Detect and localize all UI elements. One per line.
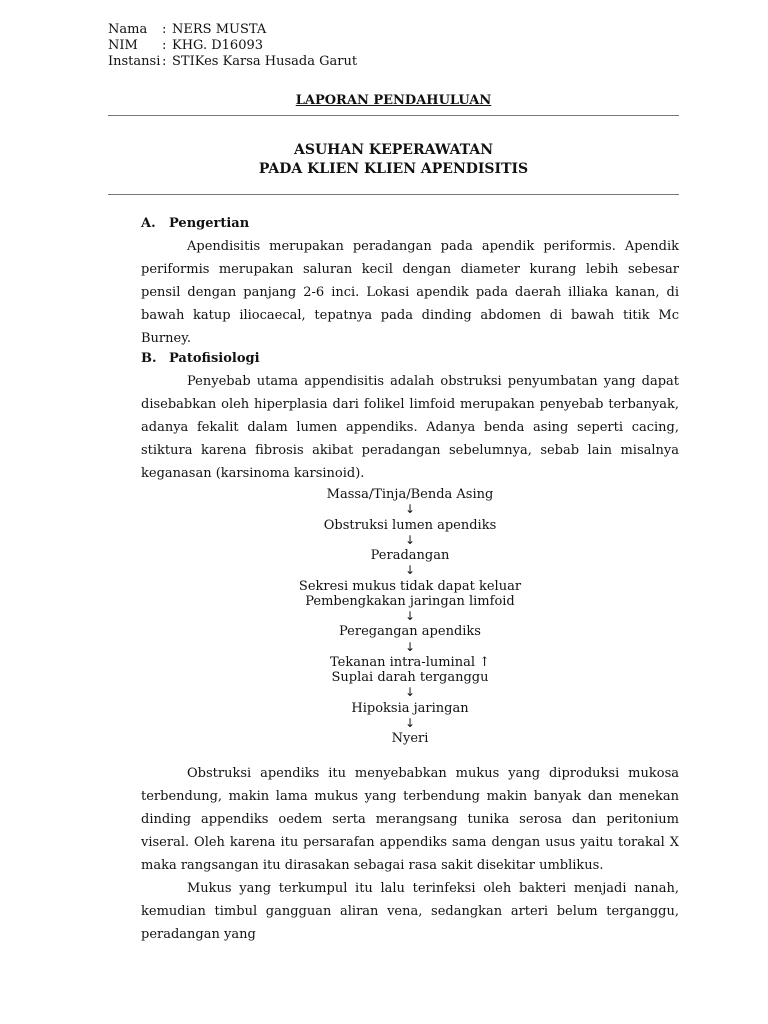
paragraph-mucus: Mukus yang terkumpul itu lalu terinfeksi oleh bakteri menjadi nanah, kemudian timbul gangguan aliran vena, sedangkan arteri belum terganggu, peradangan yang [141,881,679,942]
down-arrow-icon: ↓ [404,563,416,578]
flow-step: Obstruksi lumen apendiks [323,517,497,533]
flow-step: Nyeri [391,731,429,746]
report-type-title: LAPORAN PENDAHULUAN [295,93,492,108]
header-separator: : [162,22,167,37]
header-row-name [108,22,357,38]
header-value: KHG. D16093 [172,38,264,53]
divider-line [108,115,679,116]
header-row-nim [108,38,357,54]
paragraph-pengertian: Apendisitis merupakan peradangan pada apendik periformis. Apendik periformis merupakan saluran kecil dengan diameter kurang lebih sebesar pensil dengan panjang 2-6 inci. Lokasi apendik pada daerah illiaka kanan, di bawah katup iliocaecal, tepatnya pada dinding abdomen di bawah titik Mc Burney. [141,239,679,346]
down-arrow-icon: ↓ [404,685,416,700]
down-arrow-icon: ↓ [404,532,416,547]
section-heading-text: Patofisiologi [169,351,260,366]
header-label: NIM [108,38,138,53]
flow-step: Tekanan intra-luminal ↑ [329,654,491,670]
header-value: NERS MUSTA [172,22,267,37]
header-separator: : [162,54,167,69]
document-title-line: PADA KLIEN KLIEN APENDISITIS [258,161,529,177]
flow-step: Peregangan apendiks [339,624,481,640]
section-heading-pengertian [141,216,249,231]
header-label: Instansi [108,54,161,69]
down-arrow-icon: ↓ [404,502,416,517]
section-heading-text: Pengertian [169,216,250,231]
down-arrow-icon: ↓ [404,639,416,654]
paragraph-obstruction: Obstruksi apendiks itu menyebabkan mukus yang diproduksi mukosa terbendung, makin lama mukus yang terbendung makin banyak dan menekan dinding appendiks oedem serta merangsang tunika serosa dan peritonium viseral. Oleh karena itu persarafan appendiks sama dengan usus yaitu torakal X maka rangsangan itu dirasakan sebagai rasa sakit disekitar umblikus. [141,766,679,873]
header-row-institution [108,54,357,70]
flow-step: Massa/Tinja/Benda Asing [326,487,494,502]
pathophysiology-flow [141,487,679,746]
flow-step: Suplai darah terganggu [331,670,489,685]
section-heading-patofisiologi [141,351,260,366]
divider-line [108,194,679,195]
flow-step: Peradangan [370,548,450,563]
document-title [108,141,679,179]
flow-step: Sekresi mukus tidak dapat keluar [298,578,522,594]
flow-step: Hipoksia jaringan [351,700,469,716]
flow-step: Pembengkakan jaringan limfoid [305,593,515,609]
header-separator: : [162,38,167,53]
header-value: STIKes Karsa Husada Garut [172,54,358,69]
section-letter: B. [141,351,157,366]
down-arrow-icon: ↓ [404,715,416,730]
identity-header [108,22,357,70]
paragraph-patofisiologi: Penyebab utama appendisitis adalah obstruksi penyumbatan yang dapat disebabkan oleh hiperplasia dari folikel limfoid merupakan penyebab terbanyak, adanya fekalit dalam lumen appendiks. Adanya benda asing seperti cacing, stiktura karena fibrosis akibat peradangan sebelumnya, sebab lain misalnya keganasan (karsinoma karsinoid). [141,374,679,481]
header-label: Nama [108,22,148,37]
section-letter: A. [141,216,156,231]
document-title-line: ASUHAN KEPERAWATAN [293,142,493,158]
down-arrow-icon: ↓ [404,609,416,623]
